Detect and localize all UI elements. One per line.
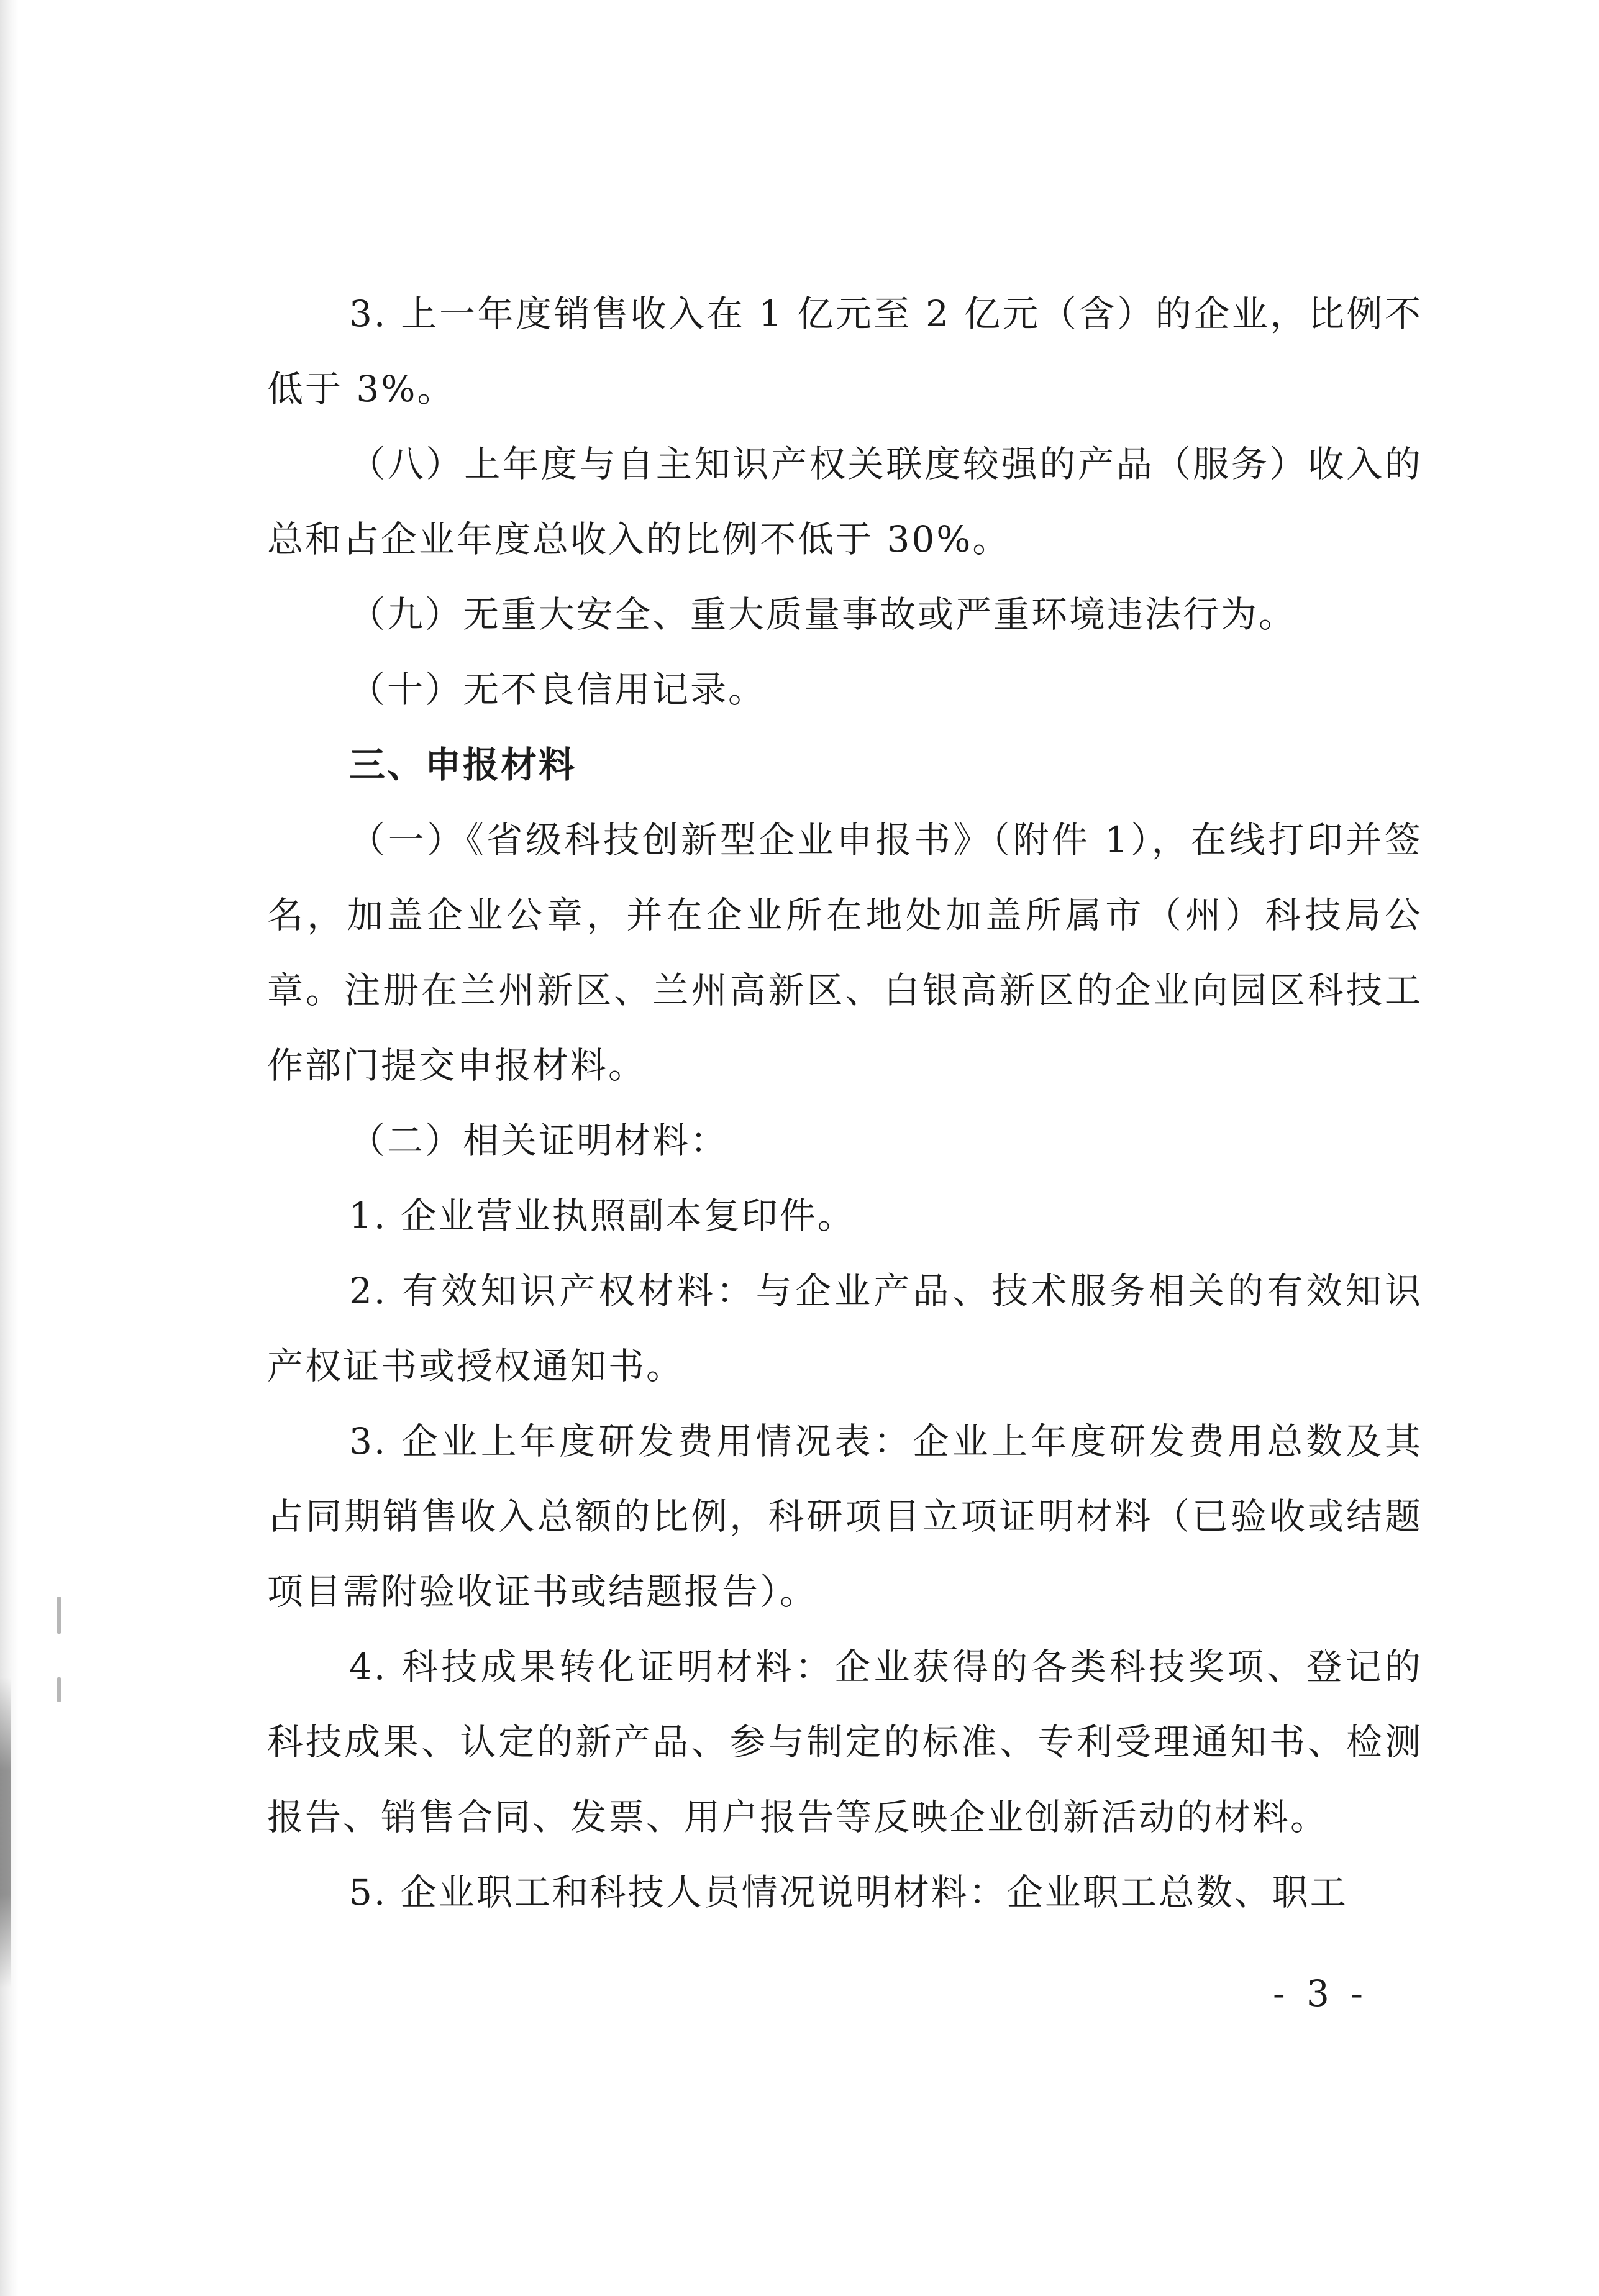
page-number: - 3 - xyxy=(1273,1972,1368,2015)
paragraph-criterion-3: 3. 上一年度销售收入在 1 亿元至 2 亿元（含）的企业，比例不低于 3%。 xyxy=(267,293,1423,410)
paragraph-criterion-9: （九）无重大安全、重大质量事故或严重环境违法行为。 xyxy=(349,593,1297,636)
staple-mark xyxy=(57,1677,61,1702)
list-item-intellectual-property: 2. 有效知识产权材料：与企业产品、技术服务相关的有效知识产权证书或授权通知书。 xyxy=(267,1270,1423,1387)
paragraph-supporting-materials: （二）相关证明材料： xyxy=(349,1119,729,1162)
paragraph-criterion-10: （十）无不良信用记录。 xyxy=(349,668,767,711)
scan-shadow xyxy=(0,1677,11,1988)
list-item-tech-transfer: 4. 科技成果转化证明材料：企业获得的各类科技奖项、登记的科技成果、认定的新产品、参与制定的标准、专利受理通知书、检测报告、销售合同、发票、用户报告等反映企业创新活动的材料。 xyxy=(267,1646,1423,1838)
paragraph-application-form: （一）《省级科技创新型企业申报书》（附件 1），在线打印并签名，加盖企业公章，并在企业所在地处加盖所属市（州）科技局公章。注册在兰州新区、兰州高新区、白银高新区的企业向园区科技工作部门提交申报材料。 xyxy=(267,819,1423,1086)
staple-mark xyxy=(57,1597,61,1634)
paragraph-criterion-8: （八）上年度与自主知识产权关联度较强的产品（服务）收入的总和占企业年度总收入的比例不低于 30%。 xyxy=(267,443,1423,560)
list-item-staff-info: 5. 企业职工和科技人员情况说明材料：企业职工总数、职工 xyxy=(349,1871,1348,1913)
section-heading-materials: 三、申报材料 xyxy=(349,744,577,786)
list-item-business-license: 1. 企业营业执照副本复印件。 xyxy=(349,1195,855,1237)
document-body xyxy=(267,276,1423,1930)
list-item-rd-expenses: 3. 企业上年度研发费用情况表：企业上年度研发费用总数及其占同期销售收入总额的比例，科研项目立项证明材料（已验收或结题项目需附验收证书或结题报告）。 xyxy=(267,1420,1423,1613)
